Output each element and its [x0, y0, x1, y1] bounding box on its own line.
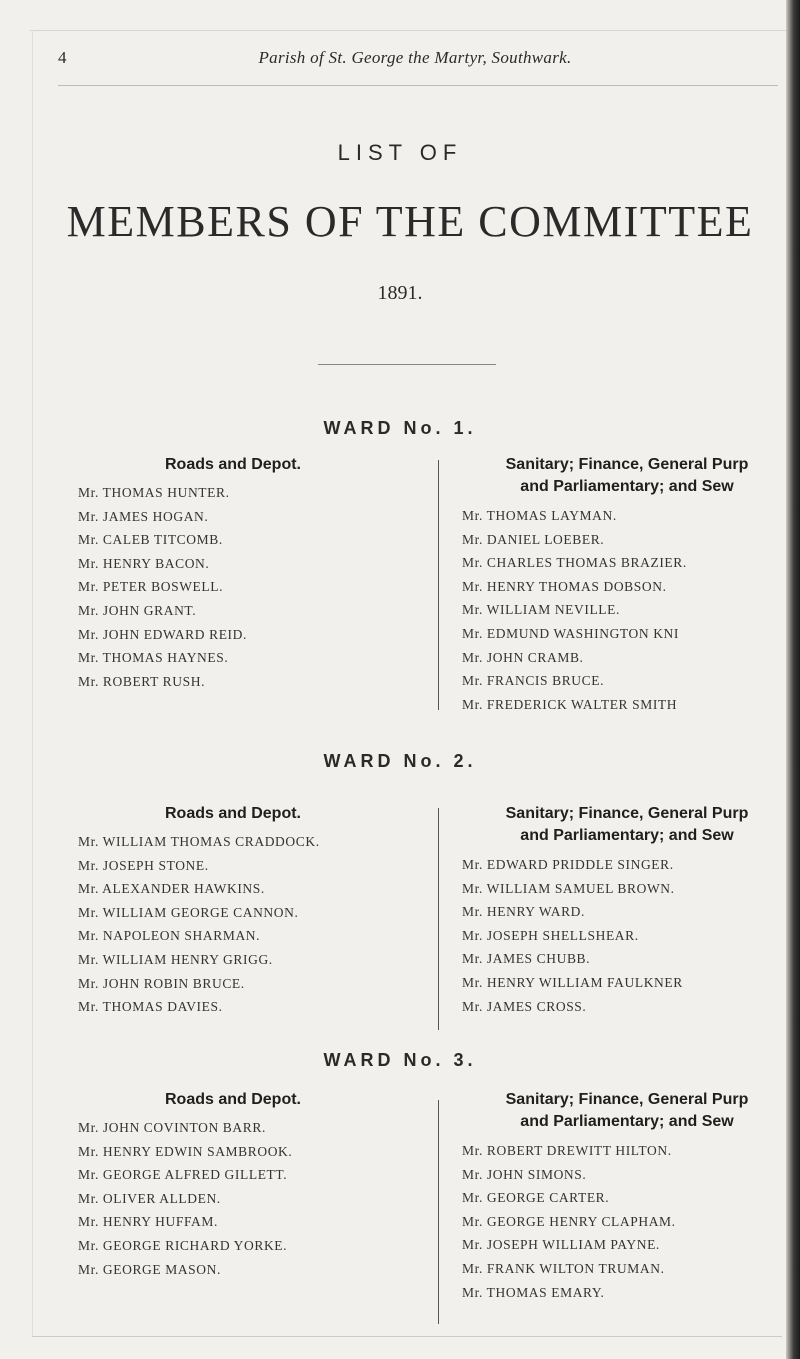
column-heading: [462, 454, 792, 498]
member-name: Mr. CHARLES THOMAS BRAZIER.: [462, 555, 687, 571]
member-name: Mr. WILLIAM NEVILLE.: [462, 602, 620, 618]
roads-depot-column: [78, 454, 428, 693]
member-name: Mr. THOMAS HAYNES.: [78, 650, 229, 666]
member-name: Mr. HENRY HUFFAM.: [78, 1214, 218, 1230]
member-name: Mr. GEORGE CARTER.: [462, 1190, 610, 1206]
sanitary-column: [462, 1089, 800, 1304]
ward-heading: WARD No. 2.: [323, 751, 477, 771]
member-name: Mr. JOSEPH WILLIAM PAYNE.: [462, 1237, 660, 1253]
column-divider: [438, 808, 439, 1030]
member-name: Mr. WILLIAM THOMAS CRADDOCK.: [78, 834, 320, 849]
member-name: Mr. GEORGE RICHARD YORKE.: [78, 1237, 288, 1253]
member-name: Mr. DANIEL LOEBER.: [462, 531, 605, 547]
member-name: Mr. JOHN ROBIN BRUCE.: [78, 975, 245, 991]
member-name: Mr. EDMUND WASHINGTON KNI: [462, 625, 679, 641]
header-rule: [58, 85, 778, 86]
member-name: Mr. OLIVER ALLDEN.: [78, 1190, 221, 1206]
ward-heading: WARD No. 3.: [323, 1050, 477, 1070]
column-heading: Roads and Depot.: [164, 456, 301, 473]
member-name: Mr. FRANK WILTON TRUMAN.: [462, 1260, 665, 1276]
roads-depot-column: [78, 803, 428, 1019]
column-heading-line: Sanitary; Finance, General Purp: [505, 456, 749, 473]
column-heading-line: and Parliamentary; and Sew: [520, 1113, 734, 1130]
year: 1891.: [377, 282, 423, 304]
member-name: Mr. WILLIAM HENRY GRIGG.: [78, 951, 273, 967]
list-of-heading: LIST OF: [337, 140, 463, 165]
member-name: Mr. THOMAS DAVIES.: [78, 999, 223, 1015]
member-name: Mr. GEORGE HENRY CLAPHAM.: [462, 1213, 676, 1229]
running-title: Parish of St. George the Martyr, Southwark.: [258, 48, 572, 67]
roads-depot-column: [78, 1089, 428, 1281]
sanitary-column: [462, 454, 800, 716]
member-name: Mr. HENRY BACON.: [78, 555, 210, 571]
member-name: Mr. HENRY EDWIN SAMBROOK.: [78, 1143, 293, 1159]
member-name: Mr. JAMES CROSS.: [462, 998, 587, 1014]
member-name: Mr. WILLIAM GEORGE CANNON.: [78, 904, 299, 920]
member-name: Mr. JAMES CHUBB.: [462, 951, 591, 967]
member-name: Mr. ALEXANDER HAWKINS.: [78, 881, 265, 897]
member-name: Mr. THOMAS HUNTER.: [78, 485, 230, 500]
member-name: Mr. THOMAS EMARY.: [462, 1284, 605, 1300]
ward-heading: WARD No. 1.: [323, 418, 477, 438]
column-divider: [438, 460, 439, 710]
sanitary-column: [462, 803, 800, 1018]
member-name: Mr. JOHN GRANT.: [78, 602, 197, 618]
member-name: Mr. JOSEPH SHELLSHEAR.: [462, 927, 639, 943]
member-name: Mr. JAMES HOGAN.: [78, 508, 209, 524]
column-heading-line: and Parliamentary; and Sew: [520, 478, 734, 495]
member-name: Mr. HENRY THOMAS DOBSON.: [462, 578, 667, 594]
column-heading: [462, 1089, 792, 1133]
member-name: Mr. GEORGE MASON.: [78, 1261, 221, 1277]
column-heading: Roads and Depot.: [164, 1091, 301, 1108]
member-name: Mr. ROBERT RUSH.: [78, 673, 206, 689]
column-heading: Roads and Depot.: [164, 805, 301, 822]
column-divider: [438, 1100, 439, 1324]
member-name: Mr. JOHN CRAMB.: [462, 649, 584, 665]
top-frame-line: [30, 30, 786, 31]
member-name: Mr. NAPOLEON SHARMAN.: [78, 928, 261, 944]
member-name: Mr. CALEB TITCOMB.: [78, 532, 223, 548]
page-number: 4: [58, 48, 67, 67]
member-name: Mr. ROBERT DREWITT HILTON.: [462, 1143, 672, 1158]
bottom-rule: [32, 1336, 782, 1337]
member-name: Mr. JOHN EDWARD REID.: [78, 626, 247, 642]
member-name: Mr. JOHN COVINTON BARR.: [78, 1120, 266, 1135]
member-name: Mr. FREDERICK WALTER SMITH: [462, 696, 678, 712]
column-heading: [462, 803, 792, 847]
column-heading-line: and Parliamentary; and Sew: [520, 827, 734, 844]
column-heading-line: Sanitary; Finance, General Purp: [505, 1091, 749, 1108]
page-title: MEMBERS OF THE COMMITTEE: [66, 197, 754, 246]
member-name: Mr. GEORGE ALFRED GILLETT.: [78, 1167, 288, 1183]
running-head: [55, 44, 775, 74]
member-name: Mr. PETER BOSWELL.: [78, 579, 224, 595]
member-name: Mr. HENRY WILLIAM FAULKNER: [462, 974, 683, 990]
member-name: Mr. WILLIAM SAMUEL BROWN.: [462, 880, 675, 896]
title-rule: [318, 364, 496, 365]
member-name: Mr. FRANCIS BRUCE.: [462, 673, 605, 689]
column-heading-line: Sanitary; Finance, General Purp: [505, 805, 749, 822]
member-name: Mr. JOHN SIMONS.: [462, 1166, 587, 1182]
member-name: Mr. JOSEPH STONE.: [78, 857, 209, 873]
member-name: Mr. EDWARD PRIDDLE SINGER.: [462, 857, 674, 872]
member-name: Mr. THOMAS LAYMAN.: [462, 508, 617, 523]
member-name: Mr. HENRY WARD.: [462, 904, 586, 920]
